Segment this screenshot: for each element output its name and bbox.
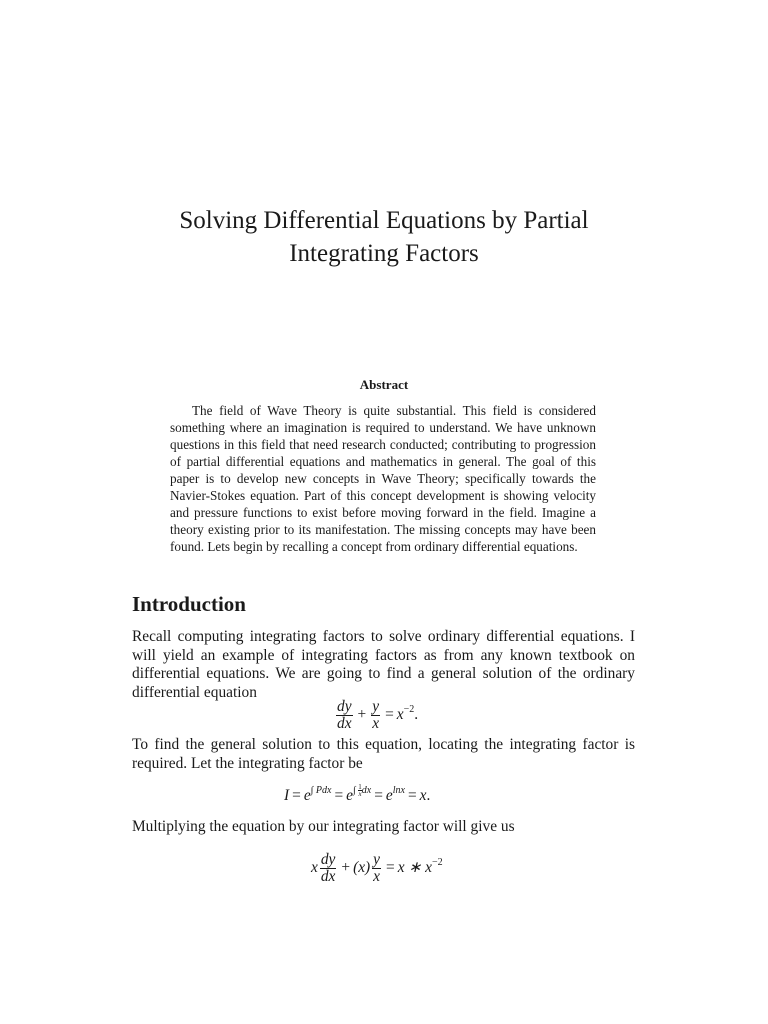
eq1-frac1-num: dy	[337, 698, 352, 715]
eq3-rhs-exp: −2	[431, 857, 443, 869]
eq1-fraction-dy-dx	[336, 699, 353, 732]
eq2-e2: e	[346, 786, 353, 804]
paper-title	[0, 204, 768, 270]
eq1-end: .	[414, 706, 419, 724]
eq2-e2-dx: dx	[361, 784, 372, 796]
eq2-result: x	[419, 786, 427, 804]
eq1-rhs-base: x	[396, 706, 404, 724]
eq1-fraction-y-x	[371, 699, 380, 732]
title-line-1: Solving Differential Equations by Partial	[179, 207, 589, 234]
eq1-frac2-num: y	[372, 698, 380, 715]
intro-paragraph-1: Recall computing integrating factors to solve ordinary differential equations. I will yield an example of integrating factors as from any known textbook on differential equations. We are going to find a general solution of the ordinary differential equation	[132, 628, 635, 701]
eq3-fraction-dy-dx	[320, 852, 337, 885]
eq3-frac1-num: dy	[320, 851, 336, 868]
eq1-rhs-exp: −2	[403, 704, 415, 716]
eq3-frac2-num: y	[373, 851, 380, 868]
intro-paragraph-3: Multiplying the equation by our integrating factor will give us	[132, 818, 515, 835]
eq1-frac1-den: dx	[337, 715, 352, 732]
eq2-end: .	[426, 786, 431, 804]
abstract-heading: Abstract	[359, 377, 409, 392]
eq2-lhs: I	[284, 786, 290, 804]
introduction-heading: Introduction	[132, 592, 246, 616]
equation-1	[334, 699, 418, 732]
eq2-e3: e	[385, 786, 393, 804]
eq3-frac1-den: dx	[320, 868, 336, 885]
eq3-frac2-den: x	[373, 868, 380, 885]
abstract-body: The field of Wave Theory is quite substantial. This field is considered something where an imagination is required to understand. We have unknown questions in this field that need research conducted; contributing to progression of partial differential equations and mathematics in general. The goal of this paper is to develop new concepts in Wave Theory; specifically towards the Navier-Stokes equation. Part of this concept development is showing velocity and pressure functions to exist before moving forward in the field. Imagine a theory existing prior to its manifestation. The missing concepts may have been found. Lets begin by recalling a concept from ordinary differential equations.	[170, 403, 596, 554]
eq3-paren: (x)	[353, 859, 371, 877]
eq3-plus: +	[341, 859, 351, 877]
equation-2	[284, 784, 430, 805]
eq2-e3-exp: lnx	[392, 784, 405, 796]
eq1-equals: =	[385, 706, 394, 724]
eq2-e1: e	[303, 786, 311, 804]
eq1-plus: +	[357, 706, 367, 724]
intro-paragraph-2: To find the general solution to this equation, locating the integrating factor is required. Let the integrating factor be	[132, 736, 635, 772]
eq2-equals-2: =	[334, 786, 344, 804]
equation-3	[311, 852, 443, 885]
eq2-e2-tiny-den: x	[358, 790, 362, 798]
eq3-rhs: x ∗ x	[397, 859, 432, 877]
eq3-x-prefix: x	[311, 859, 318, 877]
title-line-2: Integrating Factors	[289, 240, 479, 267]
eq2-e2-integral: ∫	[353, 784, 356, 796]
eq2-equals-3: =	[374, 786, 383, 804]
eq2-e2-exp	[353, 785, 371, 796]
eq2-e1-exp: ∫ Pdx	[310, 784, 332, 796]
eq1-frac2-den: x	[372, 715, 380, 732]
eq2-e2-tiny-num: 1	[358, 783, 362, 791]
eq2-equals-1: =	[292, 786, 301, 804]
eq3-fraction-y-x	[372, 852, 381, 885]
eq3-equals: =	[386, 859, 395, 877]
eq2-equals-4: =	[407, 786, 417, 804]
